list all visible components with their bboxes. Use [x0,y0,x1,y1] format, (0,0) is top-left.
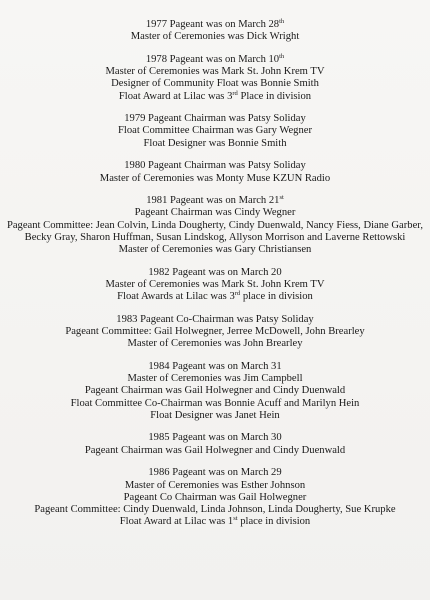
entry-line-text: 1983 Pageant Co-Chairman was Patsy Soliday [116,313,314,325]
entry-line-text: Pageant Committee: Cindy Duenwald, Linda Johnson, Linda Dougherty, Sue Krupke [34,504,396,515]
entry-line-text: 1980 Pageant Chairman was Patsy Soliday [124,160,306,172]
entry-line-text: Pageant Chairman was Gail Holwegner and Cindy Duenwald [84,444,346,456]
entry-line-text: Pageant Chairman was Cindy Wegner [134,207,296,219]
entry-line [0,445,430,457]
entry-line [0,91,430,103]
entry-line-text: Float Committee Chairman was Gary Wegner [117,125,312,137]
entry-line [0,195,430,207]
entry-line-text-continued: place in division [237,516,311,528]
year-entry [0,432,430,456]
entry-line [0,138,430,150]
entry-line-text: Float Award at Lilac was 3 [118,90,233,102]
entry-line-text: Pageant Chairman was Gail Holwegner and Cindy Duenwald [84,385,346,397]
entry-line-text: Master of Ceremonies was Esther Johnson [124,479,306,491]
entry-line [0,338,430,350]
entry-line-text: Master of Ceremonies was Mark St. John Krem TV [105,66,325,78]
entry-line [0,207,430,219]
entry-line [0,279,430,291]
entry-line [0,78,430,90]
year-entry [0,314,430,351]
ordinal-suffix: th [279,18,285,25]
entry-line-text: 1978 Pageant was on March 10 [145,53,280,65]
entry-line [0,314,430,326]
entry-line-text: Master of Ceremonies was John Brearley [127,338,303,350]
entry-line [0,467,430,479]
entry-line [0,160,430,172]
entry-line [0,432,430,444]
entry-line [0,398,430,410]
pageant-history-list [0,19,430,539]
entry-line-text: Float Designer was Bonnie Smith [143,137,287,149]
entry-line-text: 1982 Pageant was on March 20 [148,266,282,278]
entry-line-text: Float Awards at Lilac was 3 [117,291,235,303]
year-entry [0,267,430,304]
year-entry [0,160,430,184]
ordinal-suffix: st [233,515,238,523]
entry-line [0,410,430,422]
ordinal-suffix: st [279,194,284,202]
entry-line-text: Pageant Co Chairman was Gail Holwegner [123,491,307,503]
entry-line [0,373,430,385]
year-entry [0,195,430,256]
year-entry [0,113,430,150]
entry-line [0,361,430,373]
entry-line-text: 1986 Pageant was on March 29 [148,467,282,479]
entry-line-text: Designer of Community Float was Bonnie Smith [111,78,319,90]
entry-line-text: Master of Ceremonies was Gary Christiansen [118,244,312,256]
entry-line-text: Pageant Committee: Gail Holwegner, Jerree McDowell, John Brearley [65,326,365,338]
year-entry [0,467,430,528]
entry-line [0,516,430,528]
entry-line-text: Master of Ceremonies was Mark St. John Krem TV [105,278,325,290]
entry-line [0,220,430,244]
entry-line [0,267,430,279]
entry-line-text: Pageant Committee: Jean Colvin, Linda Dougherty, Cindy Duenwald, Nancy Fiess, Diane Garber, Becky Gray, Sharon Huffman, Susan Lindskog, Allyson Morrison and Laverne Rettowski [6,219,424,243]
ordinal-suffix: rd [234,290,241,298]
year-entry [0,361,430,422]
entry-line-text: 1977 Pageant was on March 28 [145,19,280,30]
ordinal-suffix: rd [232,89,238,97]
entry-line-text: 1979 Pageant Chairman was Patsy Soliday [124,113,306,125]
entry-line [0,385,430,397]
entry-line [0,244,430,256]
entry-line-text: 1981 Pageant was on March 21 [146,195,280,207]
ordinal-suffix: th [279,52,285,60]
entry-line-text-continued: Place in division [237,90,312,102]
entry-line [0,54,430,66]
year-entry [0,19,430,43]
entry-line [0,504,430,516]
entry-line [0,291,430,303]
entry-line [0,66,430,78]
entry-line [0,19,430,31]
entry-line-text: Master of Ceremonies was Monty Muse KZUN Radio [99,172,331,184]
entry-line-text: 1984 Pageant was on March 31 [148,360,282,372]
entry-line-text: Float Committee Co-Chairman was Bonnie Acuff and Marilyn Hein [70,397,360,409]
entry-line [0,31,430,43]
entry-line-text-continued: place in division [240,291,313,303]
year-entry [0,54,430,103]
entry-line-text: Float Designer was Janet Hein [150,409,280,421]
entry-line [0,173,430,185]
entry-line [0,125,430,137]
entry-line [0,113,430,125]
entry-line [0,480,430,492]
entry-line-text: Float Award at Lilac was 1 [119,516,234,528]
entry-line-text: Master of Ceremonies was Jim Campbell [127,373,303,385]
entry-line-text: Master of Ceremonies was Dick Wright [130,31,300,43]
entry-line [0,326,430,338]
entry-line [0,492,430,504]
entry-line-text: 1985 Pageant was on March 30 [148,432,282,444]
